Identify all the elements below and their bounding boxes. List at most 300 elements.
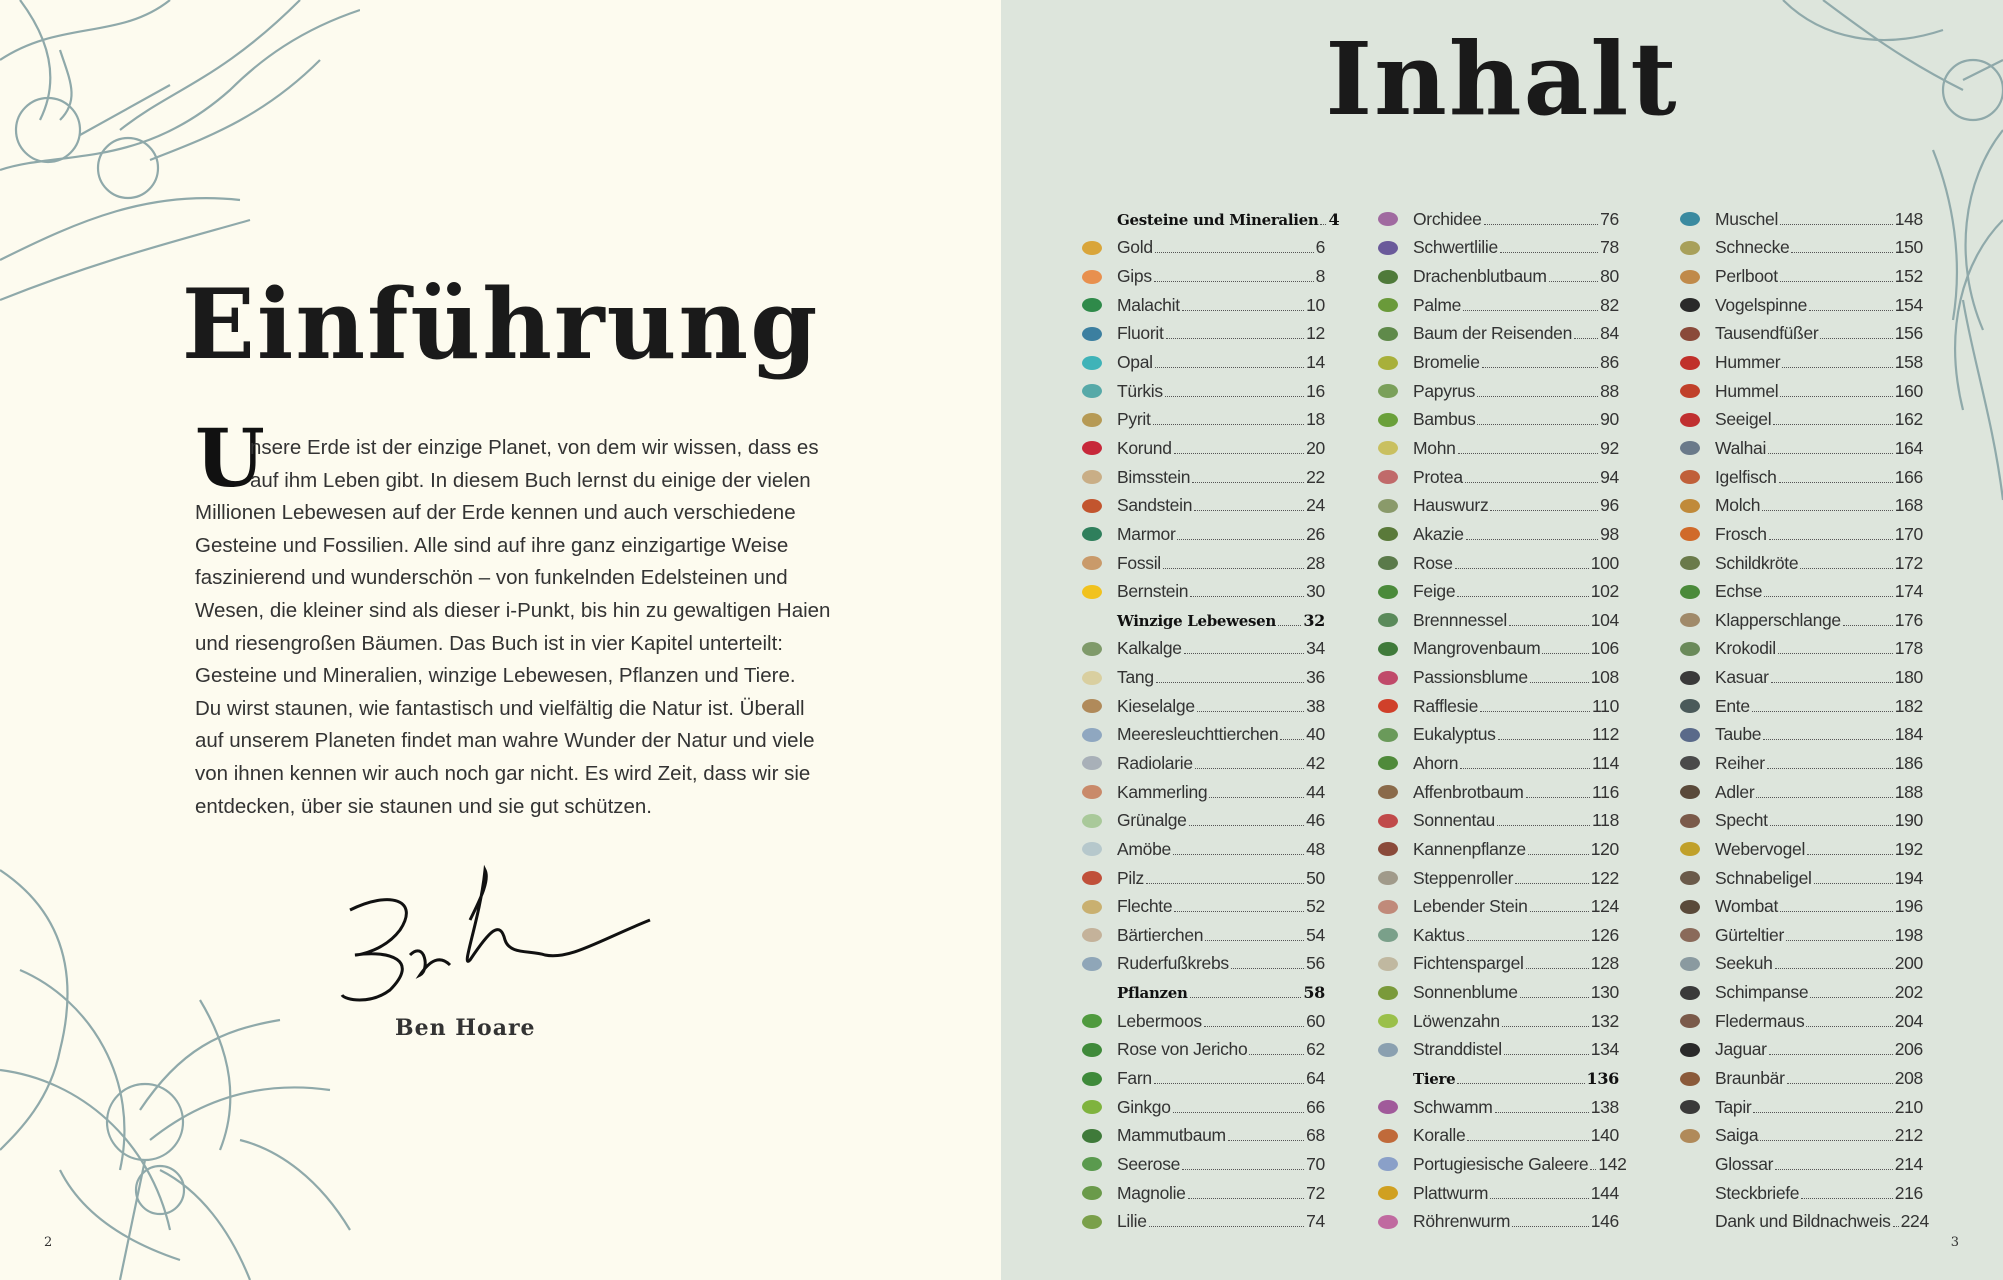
dot-leader <box>1467 1140 1588 1141</box>
toc-entry[interactable] <box>1677 921 1923 950</box>
toc-entry-label: Radiolarie <box>1117 752 1193 773</box>
dot-leader <box>1574 338 1598 339</box>
dot-leader <box>1497 825 1590 826</box>
toc-entry[interactable] <box>1375 749 1619 778</box>
toc-entry-label: Türkis <box>1117 380 1163 401</box>
toc-entry[interactable] <box>1677 348 1923 377</box>
toc-entry-page: 108 <box>1590 667 1619 688</box>
toc-entry-text <box>1117 810 1325 831</box>
toc-entry[interactable] <box>1375 348 1619 377</box>
toc-entry-page: 128 <box>1590 953 1619 974</box>
toc-entry[interactable] <box>1677 778 1923 807</box>
toc-entry[interactable] <box>1677 635 1923 664</box>
toc-entry[interactable] <box>1677 606 1923 635</box>
toc-section-heading[interactable] <box>1375 1064 1619 1093</box>
toc-entry-label: Mangrovenbaum <box>1413 638 1541 659</box>
toc-entry-text <box>1117 409 1325 430</box>
dot-leader <box>1509 625 1589 626</box>
toc-entry-label: Pyrit <box>1117 409 1151 430</box>
toc-entry[interactable] <box>1677 1064 1923 1093</box>
dot-leader <box>1528 854 1589 855</box>
toc-entry[interactable] <box>1375 405 1619 434</box>
toc-entry-label: Gesteine und Mineralien <box>1117 210 1319 229</box>
dot-leader <box>1782 367 1892 368</box>
intro-text <box>195 432 831 823</box>
toc-entry[interactable] <box>1677 291 1923 320</box>
toc-entry[interactable] <box>1677 463 1923 492</box>
toc-entry-page: 198 <box>1894 924 1923 945</box>
toc-entry[interactable] <box>1079 577 1325 606</box>
dot-leader <box>1764 596 1893 597</box>
toc-entry-text <box>1413 409 1619 430</box>
toc-entry[interactable] <box>1079 806 1325 835</box>
toc-entry[interactable] <box>1677 1007 1923 1036</box>
entry-illustration-icon <box>1677 867 1703 889</box>
dot-leader <box>1502 1026 1589 1027</box>
entry-illustration-icon <box>1375 781 1401 803</box>
left-page <box>0 0 1001 1280</box>
entry-illustration-icon <box>1677 294 1703 316</box>
toc-entry-label: Tausendfüßer <box>1715 323 1819 344</box>
toc-entry-page: 164 <box>1894 437 1923 458</box>
intro-line: auf ihm Leben gibt. In diesem Buch lernst du einige der vielen <box>250 468 811 492</box>
toc-section-heading[interactable] <box>1079 606 1325 635</box>
toc-entry-label: Sonnentau <box>1413 810 1495 831</box>
entry-illustration-icon <box>1079 1153 1105 1175</box>
toc-entry[interactable] <box>1375 205 1619 234</box>
toc-entry[interactable] <box>1677 577 1923 606</box>
toc-entry[interactable] <box>1375 262 1619 291</box>
toc-entry[interactable] <box>1079 749 1325 778</box>
page-title: Inhalt <box>1325 20 1679 138</box>
dot-leader <box>1184 653 1304 654</box>
toc-entry[interactable] <box>1677 892 1923 921</box>
entry-illustration-icon <box>1677 437 1703 459</box>
toc-entry[interactable] <box>1375 1179 1619 1208</box>
toc-entry[interactable] <box>1079 921 1325 950</box>
toc-entry[interactable] <box>1079 320 1325 349</box>
entry-illustration-icon <box>1677 208 1703 230</box>
toc-entry-label: Orchidee <box>1413 208 1482 229</box>
toc-entry[interactable] <box>1079 434 1325 463</box>
toc-entry-text <box>1413 953 1619 974</box>
toc-entry[interactable] <box>1375 291 1619 320</box>
toc-section-heading[interactable] <box>1079 205 1340 234</box>
toc-entry[interactable] <box>1079 1207 1325 1236</box>
toc-entry-page: 210 <box>1894 1096 1923 1117</box>
dot-leader <box>1460 768 1590 769</box>
entry-illustration-icon <box>1079 495 1105 517</box>
toc-entry-page: 122 <box>1590 867 1619 888</box>
toc-entry[interactable] <box>1375 950 1619 979</box>
toc-entry-text <box>1413 982 1619 1003</box>
toc-entry-text <box>1413 352 1619 373</box>
toc-entry[interactable] <box>1375 1007 1619 1036</box>
toc-entry-text <box>1117 1125 1325 1146</box>
right-page <box>1001 0 2003 1280</box>
author-name: Ben Hoare <box>395 1015 536 1041</box>
toc-entry-text <box>1413 438 1619 459</box>
toc-entry[interactable] <box>1079 635 1325 664</box>
toc-entry[interactable] <box>1375 1150 1627 1179</box>
dot-leader <box>1484 224 1599 225</box>
toc-entry-label: Kalkalge <box>1117 638 1182 659</box>
entry-illustration-icon <box>1677 1010 1703 1032</box>
dot-leader <box>1182 1169 1304 1170</box>
dot-leader <box>1787 1083 1893 1084</box>
toc-entry[interactable] <box>1079 549 1325 578</box>
toc-entry[interactable] <box>1375 520 1619 549</box>
toc-entry-page: 64 <box>1306 1068 1325 1089</box>
entry-illustration-icon <box>1079 752 1105 774</box>
toc-entry-page: 54 <box>1306 924 1325 945</box>
toc-entry[interactable] <box>1079 778 1325 807</box>
toc-entry-label: Jaguar <box>1715 1039 1767 1060</box>
entry-illustration-icon <box>1375 896 1401 918</box>
dot-leader <box>1182 310 1304 311</box>
intro-line: von ihnen kennen wir auch noch gar nicht. Es wird Zeit, dass wir sie <box>195 761 811 785</box>
dot-leader <box>1231 968 1304 969</box>
toc-entry-text <box>1715 896 1923 917</box>
toc-entry[interactable] <box>1079 663 1325 692</box>
toc-entry-label: Röhrenwurm <box>1413 1211 1511 1232</box>
toc-entry[interactable] <box>1677 1122 1923 1151</box>
toc-entry-text <box>1715 1125 1923 1146</box>
toc-entry-page: 44 <box>1306 781 1325 802</box>
toc-entry[interactable] <box>1677 320 1923 349</box>
entry-illustration-icon <box>1375 982 1401 1004</box>
entry-illustration-icon <box>1677 724 1703 746</box>
toc-entry[interactable] <box>1375 606 1619 635</box>
entry-illustration-icon <box>1375 724 1401 746</box>
toc-entry[interactable] <box>1375 577 1619 606</box>
dot-leader <box>1149 1226 1304 1227</box>
toc-entry-page: 200 <box>1894 953 1923 974</box>
dot-leader <box>1205 940 1304 941</box>
entry-illustration-icon <box>1375 1096 1401 1118</box>
dot-leader <box>1773 424 1892 425</box>
entry-illustration-icon <box>1079 294 1105 316</box>
toc-entry-text <box>1413 495 1619 516</box>
toc-entry[interactable] <box>1677 1093 1923 1122</box>
toc-entry-text <box>1715 724 1923 745</box>
toc-entry[interactable] <box>1375 663 1619 692</box>
entry-illustration-icon <box>1375 581 1401 603</box>
entry-illustration-icon <box>1079 781 1105 803</box>
toc-entry-label: Kaktus <box>1413 924 1465 945</box>
toc-entry-page: 46 <box>1306 810 1325 831</box>
toc-entry-page: 22 <box>1306 466 1325 487</box>
toc-entry-label: Walhai <box>1715 437 1767 458</box>
toc-entry-text <box>1117 495 1325 516</box>
toc-entry[interactable] <box>1677 520 1923 549</box>
toc-entry[interactable] <box>1079 1007 1325 1036</box>
entry-illustration-icon <box>1375 609 1401 631</box>
toc-entry-page: 26 <box>1306 523 1325 544</box>
dot-leader <box>1820 338 1892 339</box>
toc-entry[interactable] <box>1677 1036 1923 1065</box>
toc-entry-page: 88 <box>1600 380 1619 401</box>
entry-illustration-icon <box>1079 1039 1105 1061</box>
toc-entry[interactable] <box>1079 463 1325 492</box>
entry-illustration-icon <box>1375 1182 1401 1204</box>
dot-leader <box>1760 1140 1892 1141</box>
entry-illustration-icon <box>1677 1096 1703 1118</box>
toc-entry[interactable] <box>1677 262 1923 291</box>
toc-entry-label: Affenbrotbaum <box>1413 781 1524 802</box>
toc-entry-page: 114 <box>1592 752 1619 773</box>
toc-entry-text <box>1413 581 1619 602</box>
toc-entry[interactable] <box>1677 950 1923 979</box>
toc-entry[interactable] <box>1079 234 1325 263</box>
dot-leader <box>1500 252 1598 253</box>
entry-illustration-icon <box>1375 208 1401 230</box>
toc-entry[interactable] <box>1375 549 1619 578</box>
dot-leader <box>1249 1054 1304 1055</box>
dot-leader <box>1155 252 1314 253</box>
toc-entry[interactable] <box>1079 721 1325 750</box>
toc-entry[interactable] <box>1375 434 1619 463</box>
toc-entry-label: Bambus <box>1413 409 1476 430</box>
toc-entry[interactable] <box>1677 721 1923 750</box>
toc-entry-text <box>1413 839 1619 860</box>
toc-entry[interactable] <box>1375 721 1619 750</box>
entry-illustration-icon <box>1677 810 1703 832</box>
toc-entry-page: 104 <box>1590 609 1619 630</box>
toc-entry[interactable] <box>1375 1122 1619 1151</box>
toc-entry[interactable] <box>1677 1179 1923 1208</box>
toc-entry[interactable] <box>1375 1207 1619 1236</box>
toc-entry-text <box>1715 1211 1929 1232</box>
toc-entry-text <box>1117 896 1325 917</box>
toc-entry[interactable] <box>1079 405 1325 434</box>
toc-entry-page: 194 <box>1894 867 1923 888</box>
toc-entry-page: 20 <box>1306 437 1325 458</box>
toc-entry[interactable] <box>1079 291 1325 320</box>
dot-leader <box>1490 510 1598 511</box>
toc-entry[interactable] <box>1375 635 1619 664</box>
toc-entry[interactable] <box>1677 806 1923 835</box>
toc-entry-label: Schimpanse <box>1715 982 1809 1003</box>
toc-entry-page: 18 <box>1306 409 1325 430</box>
toc-entry[interactable] <box>1375 491 1619 520</box>
dot-leader <box>1800 568 1892 569</box>
dot-leader <box>1209 797 1304 798</box>
toc-entry-page: 36 <box>1306 667 1325 688</box>
toc-entry[interactable] <box>1079 864 1325 893</box>
toc-entry-page: 182 <box>1894 695 1923 716</box>
toc-entry[interactable] <box>1375 1036 1619 1065</box>
toc-entry-label: Sandstein <box>1117 495 1193 516</box>
toc-entry[interactable] <box>1079 1093 1325 1122</box>
toc-entry-label: Frosch <box>1715 523 1767 544</box>
toc-entry[interactable] <box>1079 950 1325 979</box>
toc-entry[interactable] <box>1375 806 1619 835</box>
toc-entry-label: Ahorn <box>1413 752 1459 773</box>
toc-entry-label: Mammutbaum <box>1117 1125 1226 1146</box>
toc-entry-text <box>1117 839 1325 860</box>
toc-entry[interactable] <box>1079 377 1325 406</box>
toc-entry-text <box>1413 925 1619 946</box>
toc-entry[interactable] <box>1677 663 1923 692</box>
toc-entry-text <box>1413 1069 1619 1088</box>
toc-entry-text <box>1413 1011 1619 1032</box>
toc-entry-text <box>1413 810 1619 831</box>
toc-entry[interactable] <box>1079 1122 1325 1151</box>
toc-entry-label: Ginkgo <box>1117 1096 1171 1117</box>
toc-entry[interactable] <box>1375 892 1619 921</box>
toc-entry-page: 158 <box>1894 352 1923 373</box>
toc-entry[interactable] <box>1375 320 1619 349</box>
toc-section-heading[interactable] <box>1079 978 1325 1007</box>
toc-entry[interactable] <box>1677 864 1923 893</box>
entry-illustration-icon <box>1375 867 1401 889</box>
toc-entry-label: Schwamm <box>1413 1096 1493 1117</box>
intro-line: Millionen Lebewesen auf der Erde kennen und auch verschiedene <box>195 501 796 525</box>
toc-entry[interactable] <box>1677 234 1923 263</box>
toc-entry[interactable] <box>1677 205 1923 234</box>
toc-entry-text <box>1413 696 1619 717</box>
botanical-decoration-bottom-left <box>0 850 380 1280</box>
toc-entry[interactable] <box>1677 1150 1923 1179</box>
dot-leader <box>1498 739 1590 740</box>
toc-entry-page: 118 <box>1592 810 1619 831</box>
toc-entry[interactable] <box>1677 749 1923 778</box>
toc-entry-page: 60 <box>1306 1010 1325 1031</box>
toc-entry-page: 74 <box>1306 1211 1325 1232</box>
toc-entry[interactable] <box>1079 1036 1325 1065</box>
entry-illustration-icon <box>1079 638 1105 660</box>
entry-illustration-icon <box>1677 1039 1703 1061</box>
toc-entry-text <box>1117 983 1325 1002</box>
dot-leader <box>1174 453 1304 454</box>
toc-entry[interactable] <box>1375 377 1619 406</box>
dot-leader <box>1530 911 1589 912</box>
toc-entry[interactable] <box>1079 1150 1325 1179</box>
toc-entry-text <box>1715 982 1923 1003</box>
dot-leader <box>1771 682 1893 683</box>
entry-illustration-icon <box>1375 266 1401 288</box>
dot-leader <box>1280 739 1304 740</box>
toc-entry-label: Adler <box>1715 781 1755 802</box>
toc-entry[interactable] <box>1375 692 1619 721</box>
toc-entry-page: 124 <box>1590 896 1619 917</box>
dot-leader <box>1457 596 1588 597</box>
entry-illustration-icon <box>1677 1068 1703 1090</box>
dot-leader <box>1814 883 1893 884</box>
dot-leader <box>1786 940 1893 941</box>
toc-entry[interactable] <box>1375 978 1619 1007</box>
dot-leader <box>1154 281 1314 282</box>
toc-entry-label: Lebermoos <box>1117 1010 1202 1031</box>
toc-entry[interactable] <box>1677 405 1923 434</box>
toc-entry-page: 62 <box>1306 1039 1325 1060</box>
toc-entry-page: 142 <box>1598 1153 1627 1174</box>
dot-leader <box>1463 310 1598 311</box>
toc-entry[interactable] <box>1677 434 1923 463</box>
toc-entry-page: 56 <box>1306 953 1325 974</box>
toc-entry[interactable] <box>1677 978 1923 1007</box>
toc-entry[interactable] <box>1079 262 1325 291</box>
toc-entry[interactable] <box>1375 234 1619 263</box>
toc-entry-text <box>1413 1039 1619 1060</box>
toc-entry[interactable] <box>1079 491 1325 520</box>
toc-entry-label: Bromelie <box>1413 352 1480 373</box>
toc-entry-label: Taube <box>1715 724 1762 745</box>
toc-entry[interactable] <box>1079 348 1325 377</box>
toc-entry[interactable] <box>1375 921 1619 950</box>
toc-entry-label: Hauswurz <box>1413 495 1489 516</box>
toc-entry[interactable] <box>1079 1064 1325 1093</box>
entry-illustration-icon <box>1079 208 1105 230</box>
toc-entry[interactable] <box>1375 463 1619 492</box>
toc-entry[interactable] <box>1375 1093 1619 1122</box>
toc-entry-page: 110 <box>1592 695 1619 716</box>
toc-entry[interactable] <box>1677 835 1923 864</box>
toc-entry-text <box>1715 782 1923 803</box>
toc-entry-label: Opal <box>1117 352 1153 373</box>
toc-entry[interactable] <box>1677 491 1923 520</box>
toc-entry-text <box>1117 210 1339 229</box>
toc-entry[interactable] <box>1677 692 1923 721</box>
entry-illustration-icon <box>1677 781 1703 803</box>
toc-entry-label: Bärtierchen <box>1117 924 1204 945</box>
toc-entry-text <box>1117 953 1325 974</box>
toc-entry-page: 66 <box>1306 1096 1325 1117</box>
toc-column-1 <box>1079 205 1340 1236</box>
toc-entry[interactable] <box>1677 549 1923 578</box>
dot-leader <box>1767 768 1893 769</box>
toc-entry-label: Ente <box>1715 695 1750 716</box>
toc-entry-label: Schwertlilie <box>1413 237 1498 258</box>
toc-entry-label: Magnolie <box>1117 1182 1186 1203</box>
entry-illustration-icon <box>1079 523 1105 545</box>
toc-entry[interactable] <box>1677 377 1923 406</box>
toc-entry-label: Pflanzen <box>1117 984 1188 1003</box>
toc-entry-page: 196 <box>1894 896 1923 917</box>
toc-entry[interactable] <box>1375 778 1619 807</box>
toc-entry[interactable] <box>1079 835 1325 864</box>
entry-illustration-icon <box>1375 953 1401 975</box>
toc-entry-page: 160 <box>1894 380 1923 401</box>
toc-entry-page: 120 <box>1590 838 1619 859</box>
entry-illustration-icon <box>1079 609 1105 631</box>
toc-entry[interactable] <box>1079 520 1325 549</box>
toc-entry-text <box>1715 667 1923 688</box>
entry-illustration-icon <box>1079 266 1105 288</box>
toc-entry-text <box>1715 868 1923 889</box>
intro-line: nsere Erde ist der einzige Planet, von dem wir wissen, dass es <box>250 436 819 459</box>
toc-entry[interactable] <box>1079 1179 1325 1208</box>
toc-entry[interactable] <box>1677 1207 1929 1236</box>
toc-entry-label: Sonnenblume <box>1413 982 1518 1003</box>
toc-entry-text <box>1413 381 1619 402</box>
toc-entry-text <box>1117 323 1325 344</box>
toc-entry[interactable] <box>1375 864 1619 893</box>
toc-entry[interactable] <box>1375 835 1619 864</box>
toc-entry[interactable] <box>1079 892 1325 921</box>
toc-entry-label: Kieselalge <box>1117 695 1195 716</box>
entry-illustration-icon <box>1677 552 1703 574</box>
toc-entry-page: 204 <box>1894 1010 1923 1031</box>
dot-leader <box>1752 711 1893 712</box>
toc-entry-label: Schildkröte <box>1715 552 1799 573</box>
dot-leader <box>1778 653 1893 654</box>
intro-line: auf unserem Planeten findet man wahre Wunder der Natur und viele <box>195 729 815 753</box>
toc-entry[interactable] <box>1079 692 1325 721</box>
toc-entry-page: 6 <box>1315 237 1325 258</box>
dot-leader <box>1155 367 1304 368</box>
